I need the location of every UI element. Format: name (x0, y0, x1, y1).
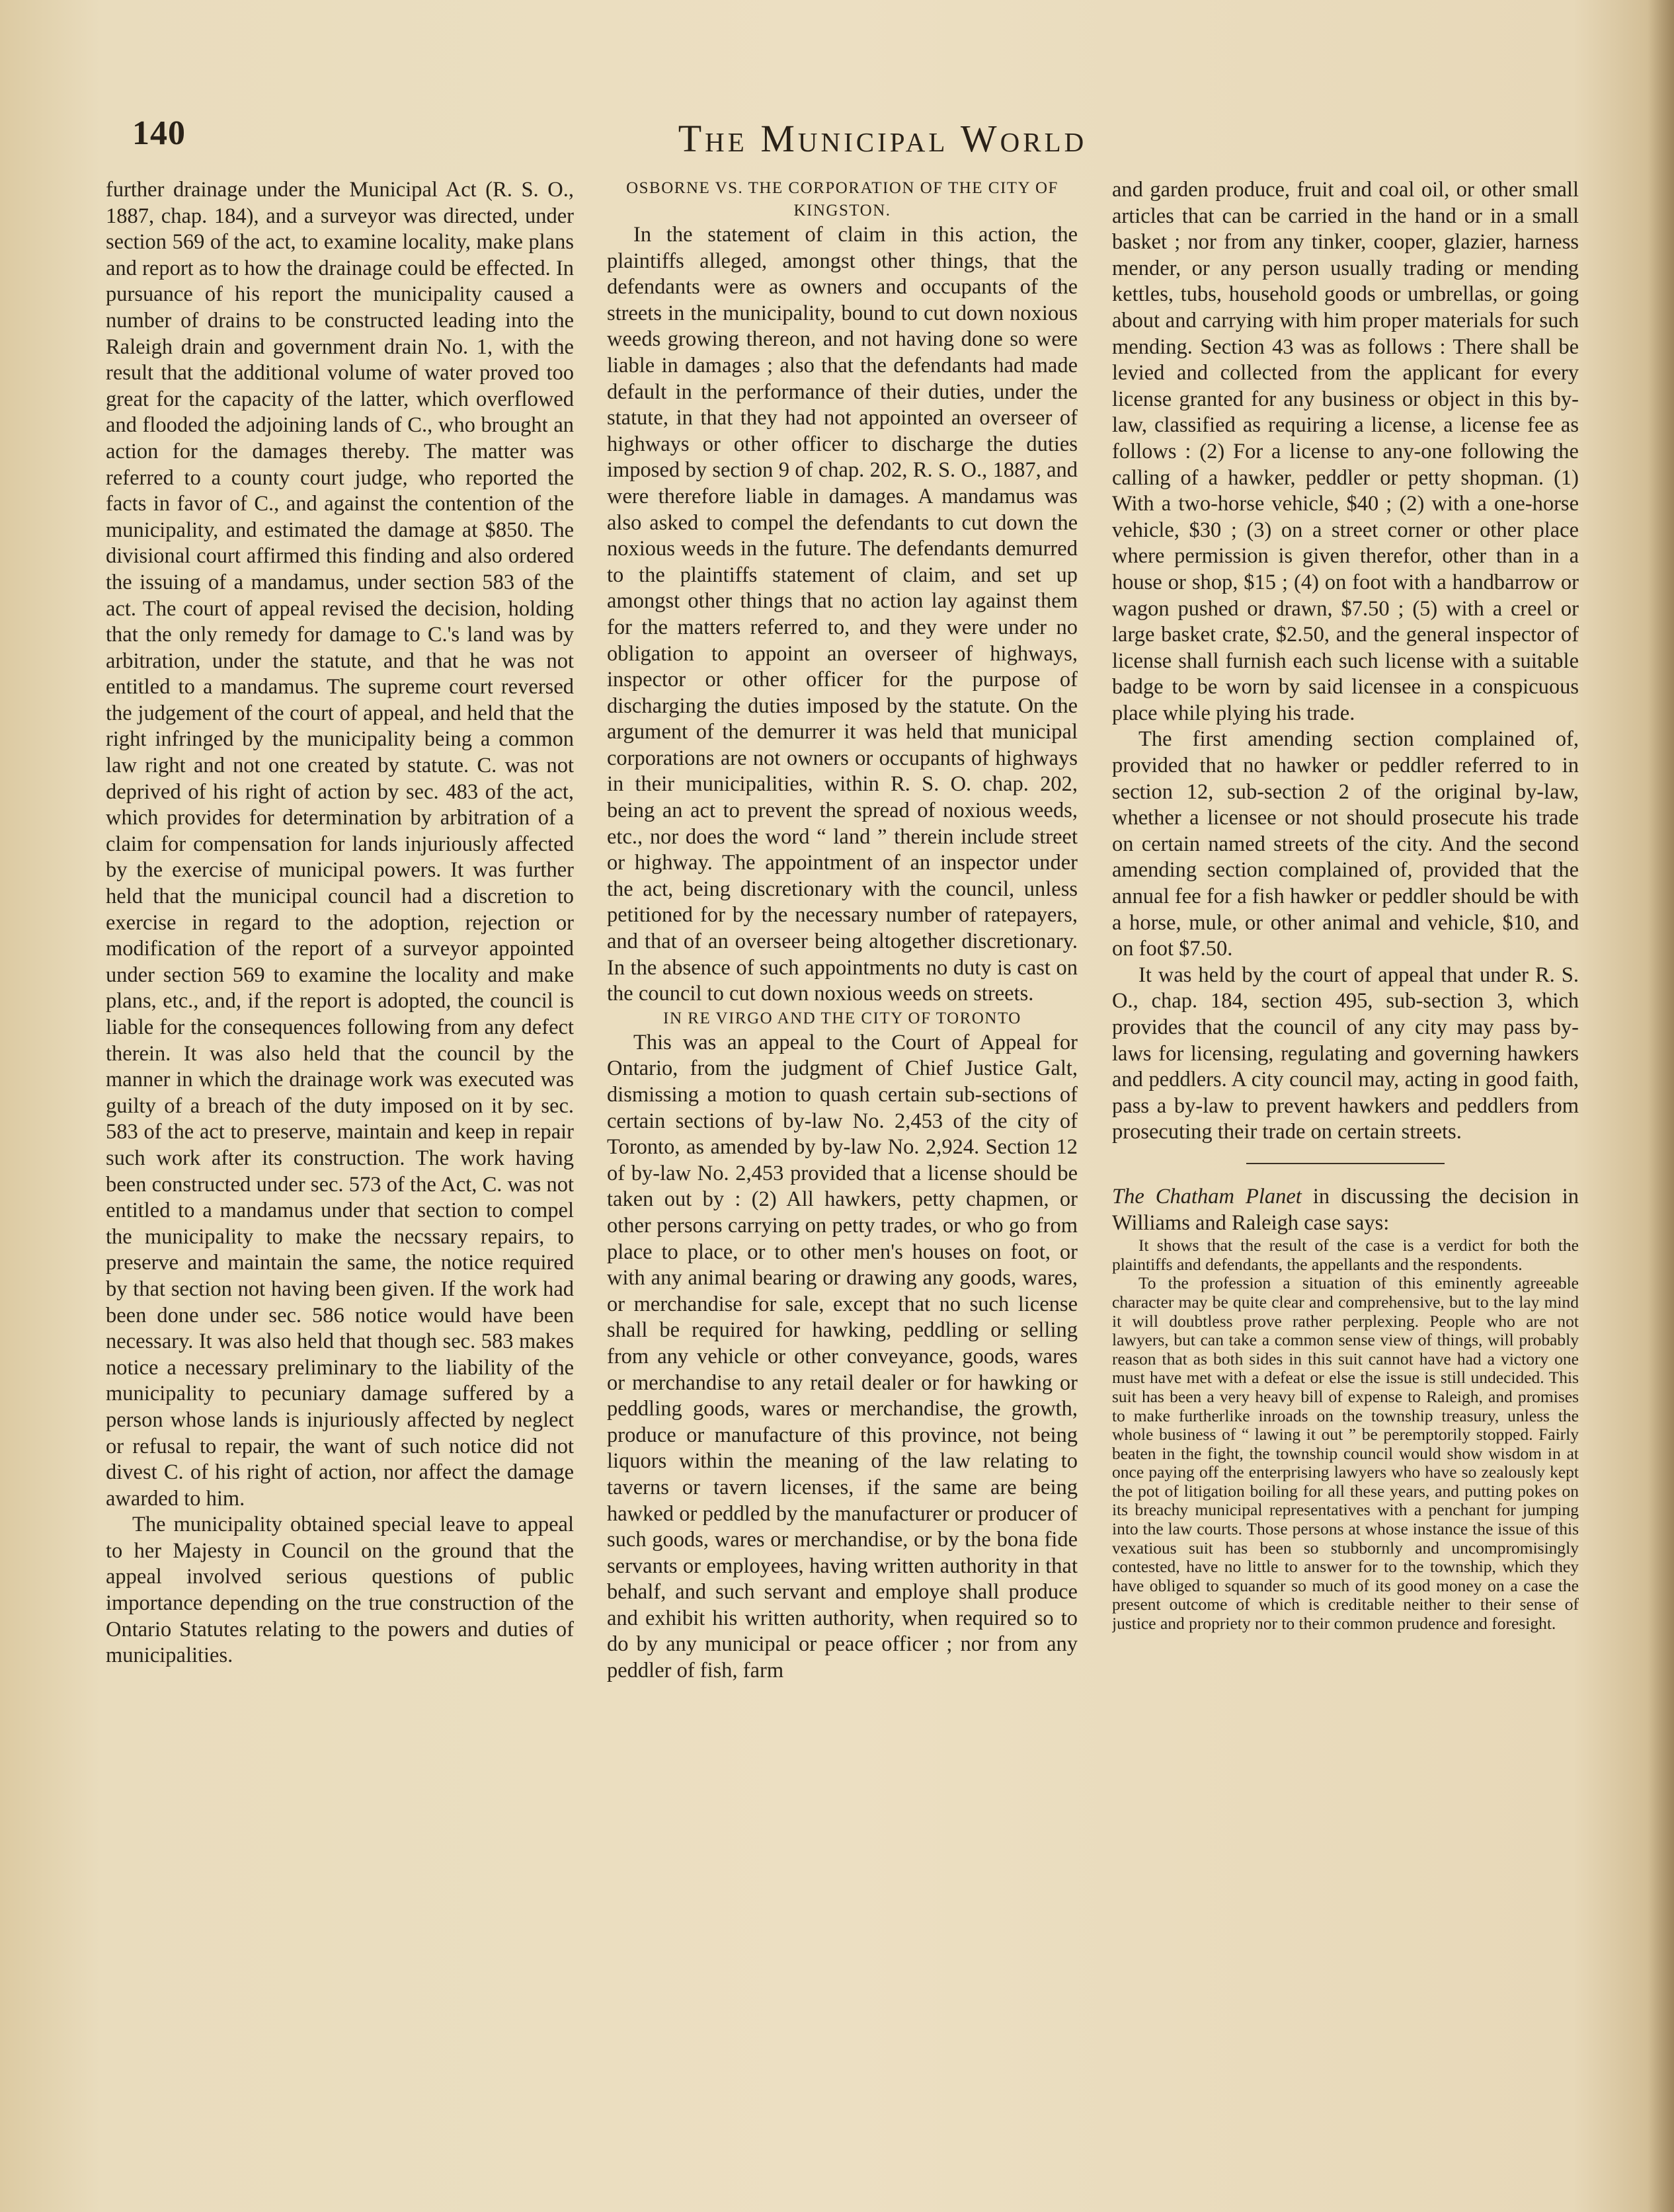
article-paragraph: It was held by the court of appeal that under R. S. O., chap. 184, section 495, sub-section 3, which provides that the council of any city may pass by-laws for licensing, regulating and governing hawkers and peddlers. A city council may, acting in good faith, pass a by-law to prevent hawkers and peddlers from prosecuting their trade on certain streets. (1112, 963, 1579, 1144)
page-binding-shadow (1648, 0, 1674, 2212)
quote-intro-text: in discussing the decision in Williams and Raleigh case says: (1112, 1184, 1579, 1235)
article-paragraph: and garden produce, fruit and coal oil, or other small articles that can be carried in the hand or in a small basket ; nor from any tinker, cooper, glazier, harness mender, or any person usually trading or mending kettles, tubs, household goods or umbrellas, or going about and carrying with him proper materials for such mending. Section 43 was as follows : There shall be levied and collected from the applicant for every license granted for any business or object in this by-law, classified as requiring a license, a license fee as follows : (2) For a license to any-one following the calling of a hawker, peddler or petty shopman. (1) With a two-horse vehicle, $40 ; (2) with a one-horse vehicle, $30 ; (3) on a street corner or other place where permission is given therefor, other than in a house or shop, $15 ; (4) on foot with a handbarrow or wagon pushed or drawn, $7.50 ; (5) with a creel or large basket crate, $2.50, and the general inspector of license shall furnish each such license with a suitable badge to be worn by said licensee in a conspicuous place while plying his trade. (1112, 178, 1579, 725)
column-2 (607, 177, 1078, 2174)
quoted-paragraph: To the profession a situation of this eminently agreeable character may be quite clear and comprehensive, but to the lay mind it will doubtless prove rather perplexing. People who are not lawyers, but can take a common sense view of things, will probably reason that as both sides in this suit cannot have had a victory one must have met with a defeat or else the issue is still undecided. This suit has been a very heavy bill of expense to Raleigh, and promises to make furtherlike inroads on the township treasury, unless the whole business of “ lawing it out ” be peremptorily stopped. Fairly beaten in the fight, the township council would show wisdom in at once paying off the enterprising lawyers who have so zealously kept the pot of litigation boiling for all these years, and putting pokes on its breachy municipal representatives with a penchant for jumping into the law courts. Those persons at whose instance the issue of this vexatious suit has been so stubbornly and uncompromisingly contested, have no little to answer for to the township, which they have obliged to squander so much of its good money on a case the present outcome of which is creditable neither to their sense of justice and propriety nor to their common prudence and foresight. (1112, 1273, 1579, 1634)
column-3 (1112, 177, 1579, 2174)
column-1 (106, 177, 574, 2174)
article-paragraph: The municipality obtained special leave to appeal to her Majesty in Council on the ground that the appeal involved serious questions of public importance depending on the true construction of the Ontario Statutes relating to the powers and duties of municipalities. (106, 1513, 574, 1668)
page-number: 140 (132, 114, 186, 152)
section-heading-osborne: OSBORNE VS. THE CORPORATION OF THE CITY OF KINGSTON. (626, 179, 1058, 219)
article-paragraph: This was an appeal to the Court of Appeal for Ontario, from the judgment of Chief Justice Galt, dismissing a motion to quash certain sub-sections of certain sections of by-law No. 2,453 of the city of Toronto, as amended by by-law No. 2,924. Section 12 of by-law No. 2,453 provided that a license should be taken out by : (2) All hawkers, petty chapmen, or other persons carrying on petty trades, or who go from place to place, or to other men's houses on foot, or with any animal bearing or drawing any goods, wares, or merchandise for sale, except that no such license shall be required for hawking, peddling or selling from any vehicle or other conveyance, goods, wares or merchandise to any retail dealer or for hawking or peddling goods, wares or merchandise, the growth, produce or manufacture of this province, not being liquors within the meaning of the law relating to taverns or tavern licenses, if the same are being hawked or peddled by the manufacturer or producer of such goods, wares or merchandise, or by the bona fide servants or employees, having written authority in that behalf, and such servant and employe shall produce and exhibit his written authority, when required so to do by any municipal or peace officer ; nor from any peddler of fish, farm (607, 1030, 1078, 1683)
page-header (132, 114, 1633, 167)
article-paragraph: further drainage under the Municipal Act (R. S. O., 1887, chap. 184), and a surveyor was directed, under section 569 of the act, to examine locality, make plans and report as to how the drainage could be effected. In pursuance of his report the municipality caused a number of drains to be constructed leading into the Raleigh drain and government drain No. 1, with the result that the additional volume of water proved too great for the capacity of the latter, which overflowed and flooded the adjoining lands of C., who brought an action for the damages thereby. The matter was referred to a county court judge, who reported the facts in favor of C., and against the contention of the municipality, and estimated the damage at $850. The divisional court affirmed this finding and also ordered the issuing of a mandamus, under section 583 of the act. The court of appeal revised the decision, holding that the only remedy for damage to C.'s land was by arbitration, under the statute, and that he was not entitled to a mandamus. The supreme court reversed the judgement of the court of appeal, and held that the right infringed by the municipality being a common law right and not one created by statute. C. was not deprived of his right of action by sec. 483 of the act, which provides for determination by arbitration of a claim for compensation for lands injuriously affected by the exercise of municipal powers. It was further held that the municipal council had a discretion to exercise in regard to the adoption, rejection or modification of the report of a surveyor appointed under section 569 to examine the locality and make plans, etc., and, if the report is adopted, the council is liable for the consequences following from any defect therein. It was also held that the council by the manner in which the drainage work was executed was guilty of a breach of the duty imposed on it by sec. 583 of the act to preserve, maintain and keep in repair such work after its construction. The work having been constructed under sec. 573 of the Act, C. was not entitled to a mandamus under that section to compel the municipality to make the necssary repairs, to preserve and maintain the same, the notice required by that section not having been given. If the work had been done under sec. 586 notice would have been necessary. It was also held that though sec. 583 makes notice a necessary preliminary to the liability of the municipality to pecuniary damage suffered by a person whose lands is injuriously affected by neglect or refusal to repair, the want of such notice did not divest C. of his right of action, nor affect the damage awarded to him. (106, 178, 574, 1511)
quoted-newspaper-name: The Chatham Planet (1112, 1184, 1302, 1208)
article-paragraph: In the statement of claim in this action, the plaintiffs alleged, amongst other things, that the defendants were as owners and occupants of the streets in the municipality, bound to cut down noxious weeds growing thereon, and not having done so were liable in damages ; also that the defendants had made default in the performance of their duties, under the statute, in that they had not appointed an overseer of highways or other officer to discharge the duties imposed by section 9 of chap. 202, R. S. O., 1887, and were therefore liable in damages. A mandamus was also asked to compel the defendants to cut down the noxious weeds in the future. The defendants demurred to the plaintiffs statement of claim, and set up amongst other things that no action lay against them for the matters referred to, and they were under no obligation to appoint an overseer of highways, inspector or other officer for the purpose of discharging the duties imposed by the statute. On the argument of the demurrer it was held that municipal corporations are not owners or occupants of highways in their municipalities, within R. S. O. chap. 202, being an act to prevent the spread of noxious weeds, etc., nor does the word “ land ” therein include street or highway. The appointment of an inspector under the act, being discretionary with the council, unless petitioned for by the necessary number of ratepayers, and that of an overseer being altogether discretionary. In the absence of such appointments no duty is cast on the council to cut down noxious weeds on streets. (607, 223, 1078, 1006)
section-heading-virgo: IN RE VIRGO AND THE CITY OF TORONTO (663, 1009, 1021, 1027)
article-paragraph: The first amending section complained of, provided that no hawker or peddler referred to in section 12, sub-section 2 of the original by-law, whether a licensee or not should prosecute his trade on certain named streets of the city. And the second amending section complained of, provided that the annual fee for a fish hawker or peddler should be with a horse, mule, or other animal and vehicle, $10, and on foot $7.50. (1112, 727, 1579, 961)
section-divider (1246, 1163, 1445, 1164)
quoted-paragraph: It shows that the result of the case is a verdict for both the plaintiffs and defendants, the appellants and the respondents. (1112, 1236, 1579, 1274)
masthead-title: The Municipal World (678, 117, 1088, 160)
quote-introduction (1112, 1184, 1579, 1236)
